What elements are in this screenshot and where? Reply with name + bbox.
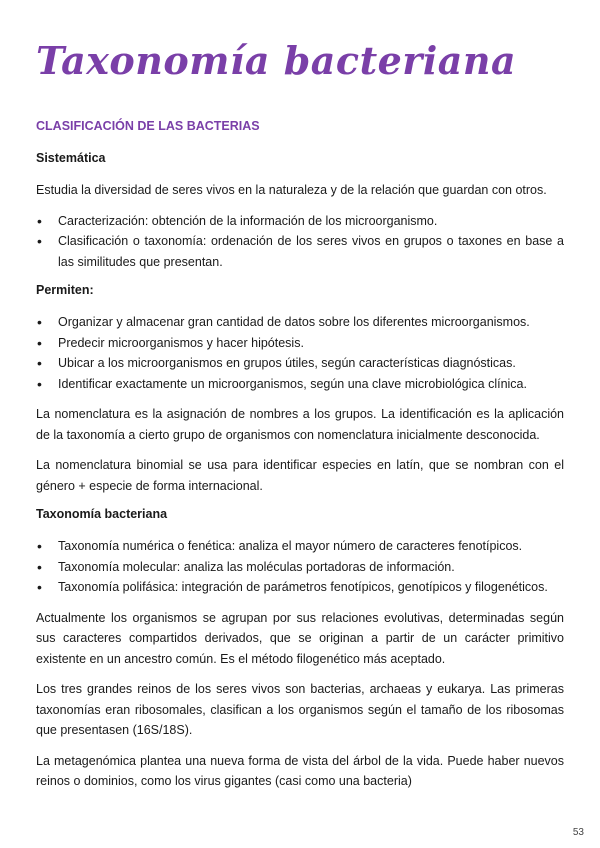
list-item: • Taxonomía polifásica: integración de parámetros fenotípicos, genotípicos y filogenéticos. [36,577,564,598]
list-item: • Caracterización: obtención de la información de los microorganismo. [36,211,564,232]
list-item: • Clasificación o taxonomía: ordenación de los seres vivos en grupos o taxones en base a las similitudes que presentan. [36,231,564,272]
list-item: • Taxonomía numérica o fenética: analiza el mayor número de caracteres fenotípicos. [36,536,564,557]
list-item: • Taxonomía molecular: analiza las moléculas portadoras de información. [36,557,564,578]
paragraph-nomenclatura: La nomenclatura es la asignación de nombres a los grupos. La identificación es la aplicación de la taxonomía a cierto grupo de organismos con nomenclatura inicialmente desconocida. [36,407,564,442]
subheading-sistematica: Sistemática [36,151,106,165]
subheading-permiten: Permiten: [36,283,94,297]
paragraph-sistematica-intro: Estudia la diversidad de seres vivos en la naturaleza y de la relación que guardan con otros. [36,183,547,197]
bullet-list-taxonomia [36,536,564,598]
page-number: 53 [572,827,584,838]
section-heading: CLASIFICACIÓN DE LAS BACTERIAS [36,119,260,133]
subheading-taxonomia-bacteriana: Taxonomía bacteriana [36,507,168,521]
paragraph-nomenclatura-binomial: La nomenclatura binomial se usa para identificar especies en latín, que se nombran con el género + especie de forma internacional. [36,458,564,493]
list-item: • Organizar y almacenar gran cantidad de datos sobre los diferentes microorganismos. [36,312,564,333]
page-title: Taxonomía bacteriana [36,38,517,83]
bullet-list-permiten [36,312,564,394]
paragraph-metagenomica: La metagenómica plantea una nueva forma de vista del árbol de la vida. Puede haber nuevos reinos o dominios, como los virus gigantes (casi como una bacteria) [36,753,564,788]
paragraph-relaciones-evolutivas: Actualmente los organismos se agrupan por sus relaciones evolutivas, determinadas según sus caracteres compartidos derivados, que se originan a partir de un carácter primitivo existente en un ancestro común. Es el método filogenético más aceptado. [36,610,564,666]
list-item: • Ubicar a los microorganismos en grupos útiles, según características diagnósticas. [36,353,564,374]
paragraph-tres-reinos: Los tres grandes reinos de los seres vivos son bacterias, archaeas y eukarya. Las primeras taxonomías eran ribosomales, clasifican a los organismos según el tamaño de los ribosomas que presentasen (16S/18S). [36,682,564,737]
list-item: • Identificar exactamente un microorganismos, según una clave microbiológica clínica. [36,374,564,395]
bullet-list-sistematica [36,211,564,273]
list-item: • Predecir microorganismos y hacer hipótesis. [36,333,564,354]
document-body [36,150,564,802]
